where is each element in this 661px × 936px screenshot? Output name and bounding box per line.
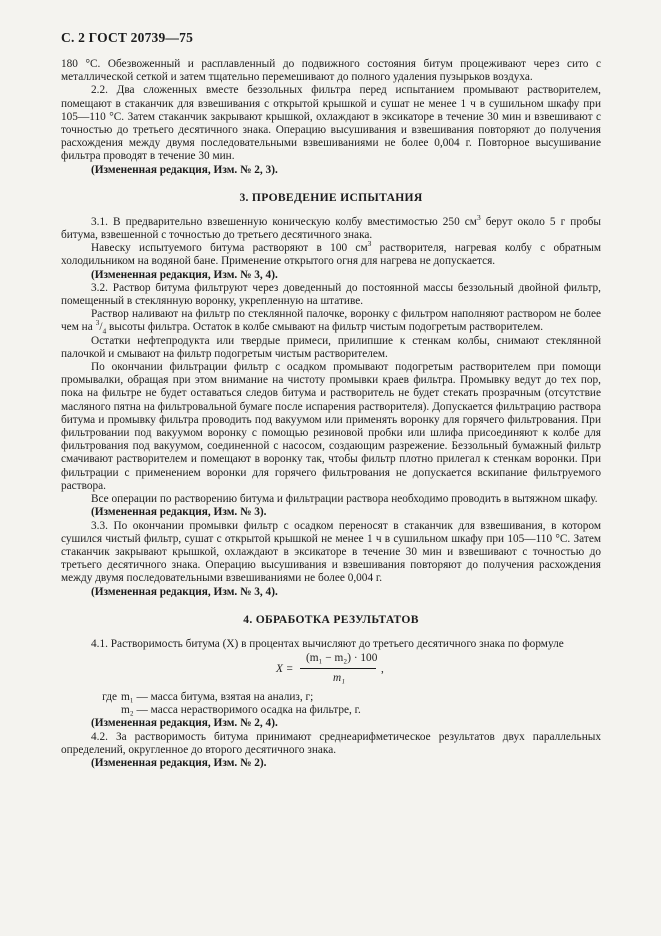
page-header: С. 2 ГОСТ 20739—75 (61, 30, 194, 45)
formula-numerator: (m₁ − m₂) · 100 (306, 651, 378, 664)
section-3-heading: 3. ПРОВЕДЕНИЕ ИСПЫТАНИЯ (239, 190, 423, 204)
amendment-note: (Измененная редакция, Изм. № 3, 4). (91, 585, 278, 598)
legend-m2: m₂ — масса нерастворимого осадка на фильтре, г. (121, 704, 361, 717)
legend-m1: m₁ — масса битума, взятая на анализ, г; (121, 690, 314, 703)
paragraph-3-2: 3.2. Раствор битума фильтруют через доведенный до постоянной массы беззольный двойной фильтр, помещенный в стеклянную воронку, укрепленную на штативе. (61, 281, 601, 308)
paragraph-3-2-d: По окончании фильтрации фильтр с осадком промывают подогретым растворителем при помощи промывалки, обращая при этом внимание на чистоту промывки краев фильтра. Промывку ведут до тех пор, пока на фильтре не будет оставаться следов битума и растворитель не будет стекать прозрачным (отсутствие масляного пятна на фильтровальной бумаге после испарения растворителя). Допускается фильтрацию раствора битума и промывку фильтра проводить под вакуумом или применять воронку для горячего фильтрования. При фильтровании под вакуумом воронку с помощью резиновой пробки или шлифа присоединяют к колбе для фильтрования под вакуумом, соединенной с насосом, создающим разрежение. Беззольный бумажный фильтр смачивают растворителем и помещают в воронку так, чтобы фильтр плотно прилегал к стенкам воронки. При фильтрации с применением воронки для горячего фильтрования не допускается вскипание фильтруемого раствора. (61, 361, 601, 492)
paragraph-4-1: 4.1. Растворимость битума (X) в процентах вычисляют до третьего десятичного знака по формуле (91, 637, 564, 650)
solubility-formula (61, 651, 601, 691)
paragraph-4-2: 4.2. За растворимость битума принимают среднеарифметическое результатов двух параллельных определений, округленное до второго десятичного знака. (61, 730, 601, 756)
paragraph-3-1-cont: Навеску испытуемого битума растворяют в 100 $см^3$ растворителя, нагревая колбу с обратным холодильником на водяной бане. Применение открытого огня для нагрева не допускается. (61, 239, 601, 268)
formula-lhs: X = (276, 662, 294, 675)
amendment-note: (Измененная редакция, Изм. № 3). (91, 506, 267, 519)
formula-denominator: m₁ (333, 671, 346, 684)
amendment-note: (Измененная редакция, Изм. № 3, 4). (91, 268, 278, 281)
variable-legend (61, 691, 601, 717)
paragraph-3-2-b: Раствор наливают на фильтр по стеклянной палочке, воронку с фильтром наполняют раствором не более чем на $^3/_4$ высоты фильтра. Остаток в колбе смывают на фильтр чистым подогретым растворителем. (61, 308, 601, 336)
paragraph-3-3: 3.3. По окончании промывки фильтр с осадком переносят в стаканчик для взвешивания, в котором сушился чистый фильтр, сушат с открытой крышкой не менее 1 ч в сушильном шкафу при 105—110 °С. Затем стаканчик закрывают крышкой, охлаждают в эксикаторе в течение 30 мин и взвешивают с точностью до третьего десятичного знака. Операцию высушивания и взвешивания повторяют до получения расхождения между двумя последовательными взвешиваниями не более 0,004 г. (61, 519, 601, 585)
paragraph-2-1-tail: 180 °С. Обезвоженный и расплавленный до подвижного состояния битум процеживают через сито с металлической сеткой и затем тщательно перемешивают до полного удаления пузырьков воздуха. (61, 58, 601, 84)
where-label: где (102, 690, 117, 703)
paragraph-3-2-c: Остатки нефтепродукта или твердые примеси, прилипшие к стенкам колбы, снимают стеклянной палочкой и смывают на фильтр подогретым чистым растворителем. (61, 334, 601, 360)
formula-comma: , (381, 662, 384, 675)
amendment-note: (Измененная редакция, Изм. № 2, 4). (91, 717, 278, 730)
section-4-heading: 4. ОБРАБОТКА РЕЗУЛЬТАТОВ (243, 612, 419, 626)
paragraph-2-2: 2.2. Два сложенных вместе беззольных фильтра перед испытанием промывают растворителем, помещают в стаканчик для взвешивания с открытой крышкой и сушат не менее 1 ч в сушильном шкафу при 105—110 °С. Затем стаканчик закрывают крышкой, охлаждают в эксикаторе в течение 30 мин и взвешивают с точностью до третьего десятичного знака. Операцию высушивания и взвешивания повторяют до получения расхождения между двумя последовательными взвешиваниями не более 0,004 г. Повторное высушивание фильтра проводят в течение 30 мин. (61, 84, 601, 163)
paragraph-3-1: 3.1. В предварительно взвешенную коническую колбу вместимостью 250 $см^3$ берут около 5 г пробы битума, взвешенной с точностью до третьего десятичного знака. (61, 213, 601, 242)
amendment-note: (Измененная редакция, Изм. № 2, 3). (91, 163, 278, 176)
amendment-note: (Измененная редакция, Изм. № 2). (91, 756, 267, 769)
fraction-bar (300, 668, 376, 669)
paragraph-3-2-e: Все операции по растворению битума и фильтрации раствора необходимо проводить в вытяжном шкафу. (91, 493, 598, 506)
